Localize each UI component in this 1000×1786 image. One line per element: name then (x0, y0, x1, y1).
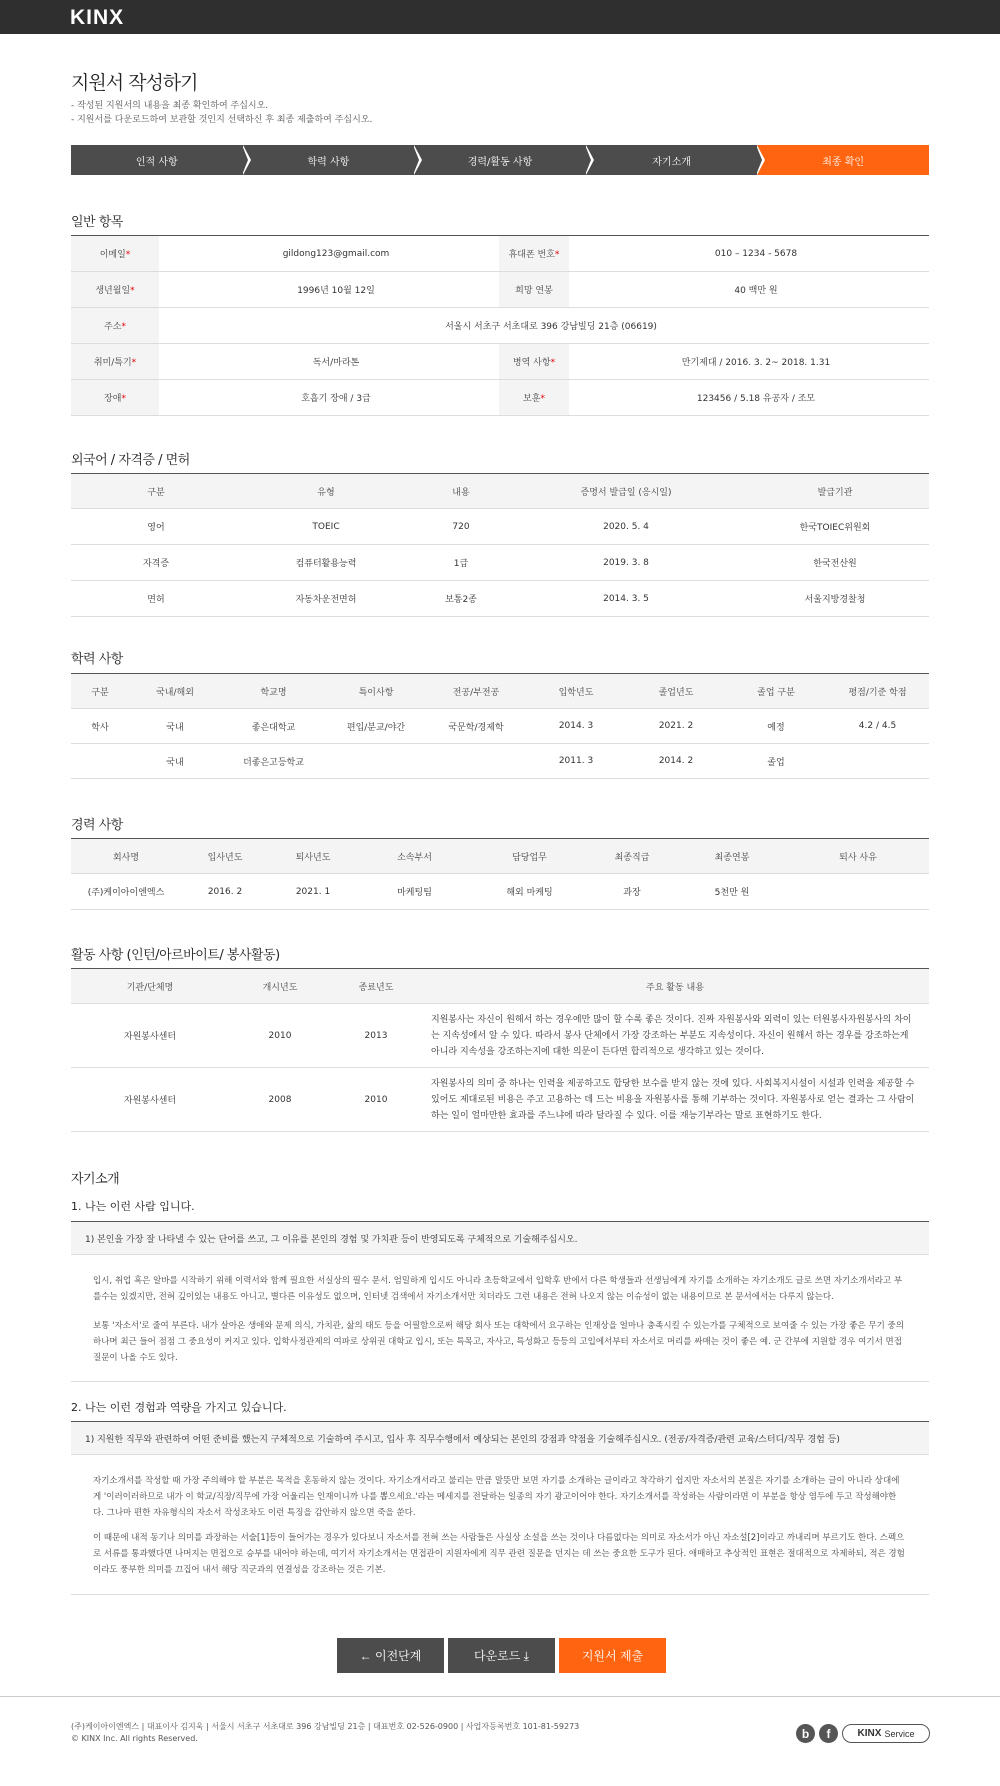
step-personal: 인적 사항 (71, 145, 243, 175)
column-header: 회사명 (71, 839, 181, 874)
column-header: 졸업년도 (626, 674, 726, 709)
column-header: 구분 (71, 474, 241, 509)
column-header: 개시년도 (229, 969, 331, 1004)
table-cell: 졸업 (726, 744, 826, 779)
table-cell: 국문학/경제학 (426, 709, 526, 744)
column-header: 담당업무 (472, 839, 587, 874)
page-title: 지원서 작성하기 (71, 72, 198, 94)
kinx-service-brand: KINX (857, 1728, 882, 1739)
field-label: 생년월일* (71, 272, 159, 308)
column-header: 기관/단체명 (71, 969, 229, 1004)
table-row (71, 709, 929, 744)
section-title-activity: 활동 사항 (인턴/아르바이트/ 봉사활동) (71, 948, 280, 963)
education-table (71, 673, 929, 779)
address-value: 서울시 서초구 서초대로 396 강남빌딩 21층 (06619) (159, 308, 929, 344)
career-table (71, 838, 929, 910)
question-1-prompt: 1) 본인을 가장 잘 나타낼 수 있는 단어를 쓰고, 그 이유를 본인의 경험 및 가치관 등이 반영되도록 구체적으로 기술해주십시오. (71, 1221, 929, 1255)
column-header: 종료년도 (331, 969, 421, 1004)
column-header: 최종직급 (587, 839, 677, 874)
question-2-title: 2. 나는 이런 경험과 역량을 가지고 있습니다. (71, 1401, 287, 1414)
table-row (71, 581, 929, 617)
kinx-service-label: Service (884, 1728, 915, 1739)
birthdate-value: 1996년 10월 12일 (159, 272, 499, 308)
table-cell: 2014. 3 (526, 709, 626, 744)
column-header: 내용 (411, 474, 511, 509)
table-cell: 더좋은고등학교 (221, 744, 326, 779)
answer-2-paragraph: 이 때문에 내적 동기나 의미를 과장하는 서술[1]등이 들어가는 경우가 있다보니 자소서를 전혀 쓰는 사람들은 사실상 소설을 쓰는 것이나 다름없다는 의미로 자소서가 아닌 자소설[2]이라고 까내리며 부르기도 한다. 스펙으로 서류를 통과했다면 나머지는 면접으로 승부를 내어야 하는데, 여기서 자기소개서는 면접관이 지원자에게 직무 관련 질문을 던지는 데 쓰는 중요한 도구가 된다. 애매하고 추상적인 표현은 절대적으로 자제하되, 적은 경험이라도 풍부한 의미를 끄집어 내서 해당 직군과의 연결성을 강조하는 것은 기본. (93, 1533, 905, 1575)
table-cell: 한국TOIEC위원회 (741, 509, 929, 545)
section-title-languages: 외국어 / 자격증 / 면허 (71, 453, 190, 468)
table-row (71, 545, 929, 581)
table-cell (787, 874, 929, 910)
table-row (71, 236, 929, 272)
column-header: 졸업 구분 (726, 674, 826, 709)
table-row (71, 509, 929, 545)
table-row (71, 308, 929, 344)
general-info-table (71, 235, 929, 416)
table-cell: 예정 (726, 709, 826, 744)
section-title-general: 일반 항목 (71, 215, 123, 230)
table-cell: 5천만 원 (677, 874, 787, 910)
table-cell (326, 744, 426, 779)
answer-1-paragraph: 보통 '자소서'로 줄여 부른다. 내가 살아온 생애와 문제 의식, 가치관, 삶의 태도 등을 어필함으로써 해당 회사 또는 대학에서 요구하는 인재상을 얼마나 충족시킬 수 있는가를 구체적으로 보여줄 수 있는 가장 좋은 무기 중의 하나며 최근 들어 점점 그 중요성이 커지고 있다. 입학사정관제의 여파로 상위권 대학교 입시, 또는 특목고, 자사고, 특성화고 등등의 고입에서부터 자소서로 머리를 싸매는 것이 좋은 예. 군 간부에 지원할 경우 여기서 면접 질문이 나올 수도 있다. (93, 1321, 904, 1363)
blog-icon[interactable]: b (796, 1724, 815, 1743)
table-cell: 2014. 3. 5 (511, 581, 741, 617)
table-row (71, 380, 929, 416)
table-cell (426, 744, 526, 779)
footer-company-info: (주)케이아이엔엑스 | 대표이사 김지욱 | 서울시 서초구 서초대로 396 강남빌딩 21층 | 대표번호 02-526-0900 | 사업자등록번호 101-81-59273 (71, 1722, 580, 1731)
activity-description: 지원봉사는 자신이 원해서 하는 경우에만 많이 할 수록 좋은 것이다. 진짜 자원봉사와 외력이 있는 터원봉사자원봉사의 차이는 지속성에서 알 수 있다. 따라서 봉사 단체에서 가장 강조하는 부분도 지속성이다. 자신이 원해서 하는 경우를 강조하는게 아니라 지속성을 강조하는지에 대한 의문이 든다면 합리적으로 생각하고 있는 것이다. (421, 1004, 929, 1068)
table-cell: 2008 (229, 1068, 331, 1132)
kinx-service-button[interactable] (842, 1724, 930, 1743)
table-cell: (주)케이아이엔엑스 (71, 874, 181, 910)
notice-line: - 작성된 지원서의 내용을 최종 확인하여 주십시오. (71, 101, 269, 111)
table-cell: 2014. 2 (626, 744, 726, 779)
divider (71, 1381, 929, 1382)
step-career: 경력/활동 사항 (414, 145, 586, 175)
section-title-career: 경력 사항 (71, 818, 123, 833)
table-row (71, 1068, 929, 1132)
salary-value: 40 백만 원 (569, 272, 929, 308)
table-cell: 2021. 2 (626, 709, 726, 744)
column-header: 발급기관 (741, 474, 929, 509)
facebook-icon[interactable]: f (819, 1724, 838, 1743)
table-header-row (71, 969, 929, 1004)
field-label: 보훈* (499, 380, 569, 416)
table-header-row (71, 474, 929, 509)
table-cell: 편입/분교/야간 (326, 709, 426, 744)
table-cell: 좋은대학교 (221, 709, 326, 744)
footer-copyright: © KINX Inc. All rights Reserved. (71, 1734, 198, 1743)
email-value: gildong123@gmail.com (159, 236, 499, 272)
column-header: 국내/해외 (129, 674, 221, 709)
disability-value: 호흡기 장애 / 3급 (159, 380, 499, 416)
column-header: 학교명 (221, 674, 326, 709)
field-label: 휴대폰 번호* (499, 236, 569, 272)
field-label: 병역 사항* (499, 344, 569, 380)
table-cell: 학사 (71, 709, 129, 744)
field-label: 희망 연봉 (499, 272, 569, 308)
column-header: 전공/부전공 (426, 674, 526, 709)
table-cell: 2021. 1 (269, 874, 357, 910)
notice-line: - 지원서를 다운로드하여 보관할 것인지 선택하신 후 최종 제출하여 주십시오. (71, 115, 373, 125)
table-cell: 720 (411, 509, 511, 545)
veteran-value: 123456 / 5.18 유공자 / 조모 (569, 380, 929, 416)
table-cell: 컴퓨터활용능력 (241, 545, 411, 581)
step-education: 학력 사항 (243, 145, 415, 175)
column-header: 입학년도 (526, 674, 626, 709)
previous-step-button[interactable]: ← 이전단계 (337, 1638, 444, 1673)
table-row (71, 744, 929, 779)
table-cell: 한국전산원 (741, 545, 929, 581)
table-cell: 서울지방경찰청 (741, 581, 929, 617)
table-cell: 면허 (71, 581, 241, 617)
table-cell: 자원봉사센터 (71, 1068, 229, 1132)
table-cell: 영어 (71, 509, 241, 545)
table-cell: 과장 (587, 874, 677, 910)
footer-divider (0, 1696, 1000, 1697)
column-header: 특이사항 (326, 674, 426, 709)
section-title-education: 학력 사항 (71, 652, 123, 667)
table-row (71, 344, 929, 380)
table-cell: 2010 (229, 1004, 331, 1068)
table-row (71, 874, 929, 910)
step-intro: 자기소개 (586, 145, 758, 175)
table-cell (826, 744, 929, 779)
question-2-prompt: 1) 지원한 직무와 관련하여 어떤 준비를 했는지 구체적으로 기술하여 주시고, 입사 후 직무수행에서 예상되는 본인의 강점과 약점을 기술해주십시오. (전공/자격증/관련 교육/스터디/직무 경험 등) (71, 1421, 929, 1455)
field-label: 주소* (71, 308, 159, 344)
table-cell: 4.2 / 4.5 (826, 709, 929, 744)
table-header-row (71, 839, 929, 874)
answer-2-paragraph: 자기소개서를 작성할 때 가장 주의해야 할 부분은 목적을 혼동하지 않는 것이다. 자기소개서라고 불리는 만큼 말뜻만 보면 자기를 소개하는 글이라고 착각하기 쉽지만 자소서의 본질은 자기를 소개하는 글이 아니라 상대에게 '이러이러하므로 내가 이 학교/직장/직무에 가장 어울리는 인재이니까 나를 뽑으세요.'라는 메세지를 전달하는 일종의 자기 광고이어야 한다. 자기소개서를 작성하는 사람이라면 이 부분을 항상 염두에 두고 작성해야한다. 그나마 편한 자유형식의 자소서 작성조차도 이런 특징을 감안하지 않으면 죽을 쑨다. (93, 1476, 900, 1518)
answer-1-paragraph: 입시, 취업 혹은 알바를 시작하기 위해 이력서와 함께 필요한 서실상의 필수 문서. 엄밀하게 입시도 아니라 초등학교에서 입학후 반에서 다른 학생들과 선생님에게 자기를 소개하는 자기소개도 글로 쓰면 자기소개서라고 부를수는 있겠지만, 전혀 깊이있는 내용도 아니고, 별다른 이유성도 없으며, 인터넷 검색에서 자기소개서만 치더라도 그런 내용은 전혀 나오지 않는 이슈성이 없는 내용이므로 본 문서에서는 다루지 않는다. (93, 1276, 903, 1302)
download-button[interactable]: 다운로드 ⤓ (448, 1638, 555, 1673)
table-cell: 2010 (331, 1068, 421, 1132)
column-header: 입사년도 (181, 839, 269, 874)
column-header: 퇴사년도 (269, 839, 357, 874)
phone-value: 010 – 1234 - 5678 (569, 236, 929, 272)
table-cell: 마케팅팀 (357, 874, 472, 910)
table-cell: 해외 마케팅 (472, 874, 587, 910)
field-label: 취미/특기* (71, 344, 159, 380)
table-cell: 1급 (411, 545, 511, 581)
table-cell: 보통2종 (411, 581, 511, 617)
military-value: 만기제대 / 2016. 3. 2~ 2018. 1.31 (569, 344, 929, 380)
table-row (71, 272, 929, 308)
step-progress (71, 145, 929, 175)
column-header: 주요 활동 내용 (421, 969, 929, 1004)
top-bar (0, 0, 1000, 34)
column-header: 소속부서 (357, 839, 472, 874)
submit-application-button[interactable]: 지원서 제출 (559, 1638, 666, 1673)
table-cell: 2013 (331, 1004, 421, 1068)
activity-description: 자원봉사의 의미 중 하나는 인력을 제공하고도 합당한 보수를 받지 않는 것에 있다. 사회복지시설이 시설과 인력을 제공할 수 있어도 제대로된 비용은 주고 고용하는 데 드는 비용을 자원봉사를 통해 기부하는 것이다. 자원봉사로 얻는 결과는 그 사람이 하는 일이 얼마만한 효과를 주느냐에 따라 달라질 수 있다. 이를 재능기부라는 말로 표현하기도 한다. (421, 1068, 929, 1132)
field-label: 이메일* (71, 236, 159, 272)
column-header: 최종연봉 (677, 839, 787, 874)
kinx-logo[interactable]: KINX (70, 6, 125, 29)
hobby-value: 독서/마라톤 (159, 344, 499, 380)
table-cell: 2011. 3 (526, 744, 626, 779)
table-header-row (71, 674, 929, 709)
question-1-title: 1. 나는 이런 사람 입니다. (71, 1200, 195, 1213)
activity-table (71, 968, 929, 1132)
table-cell: 자원봉사센터 (71, 1004, 229, 1068)
column-header: 퇴사 사유 (787, 839, 929, 874)
column-header: 구분 (71, 674, 129, 709)
table-cell: 2020. 5. 4 (511, 509, 741, 545)
column-header: 증명서 발급일 (응시일) (511, 474, 741, 509)
table-cell (71, 744, 129, 779)
column-header: 평점/기준 학점 (826, 674, 929, 709)
step-final-active: 최종 확인 (757, 145, 929, 175)
table-cell: 2016. 2 (181, 874, 269, 910)
table-cell: 자격증 (71, 545, 241, 581)
field-label: 장애* (71, 380, 159, 416)
table-cell: 국내 (129, 744, 221, 779)
table-cell: TOEIC (241, 509, 411, 545)
table-cell: 국내 (129, 709, 221, 744)
section-title-intro: 자기소개 (71, 1172, 120, 1187)
column-header: 유형 (241, 474, 411, 509)
table-cell: 2019. 3. 8 (511, 545, 741, 581)
languages-table (71, 473, 929, 617)
divider (71, 1594, 929, 1595)
table-cell: 자동차운전면허 (241, 581, 411, 617)
table-row (71, 1004, 929, 1068)
